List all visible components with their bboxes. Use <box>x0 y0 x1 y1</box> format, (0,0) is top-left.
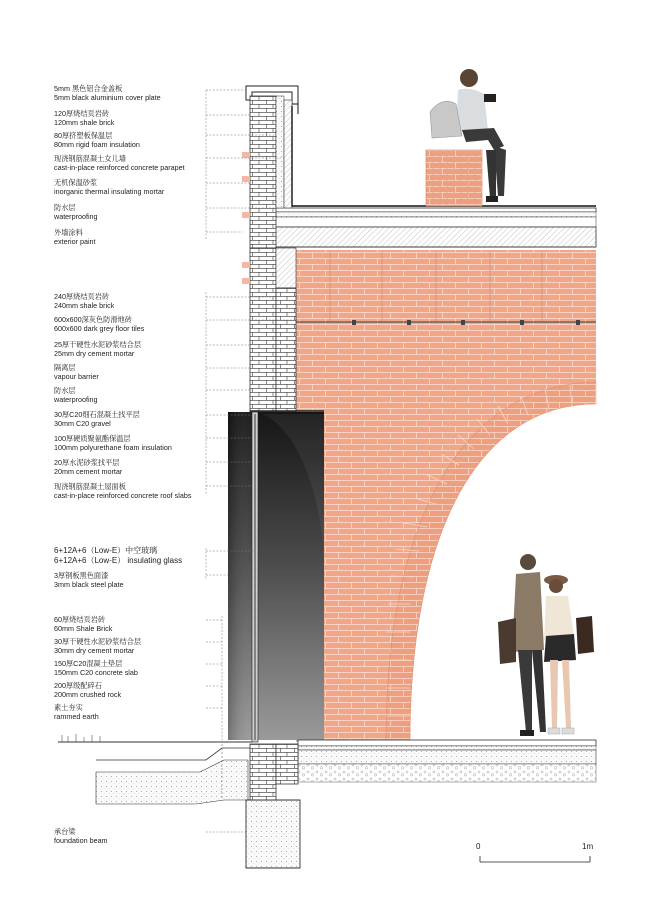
label-rammed-earth <box>54 703 99 721</box>
label-shale-brick-60 <box>54 615 112 633</box>
exterior-ground <box>96 760 248 804</box>
label-zh: 60厚烧结页岩砖 <box>54 615 106 624</box>
label-en: 25mm dry cement mortar <box>54 349 135 358</box>
label-en: 80mm rigid foam insulation <box>54 140 140 149</box>
label-zh: 20厚水泥砂浆找平层 <box>54 458 120 467</box>
label-en: exterior paint <box>54 237 96 246</box>
label-en: 200mm crushed rock <box>54 690 122 699</box>
label-waterproofing-top <box>54 203 98 221</box>
label-en: 60mm Shale Brick <box>54 624 113 633</box>
scale-start-label: 0 <box>476 842 481 851</box>
label-zh: 素土夯实 <box>54 703 83 712</box>
label-en: 3mm black steel plate <box>54 580 124 589</box>
seated-woman-figure <box>426 69 506 206</box>
label-vapour-barrier <box>54 363 99 381</box>
label-zh: 3厚钢板黑色面漆 <box>54 571 109 580</box>
label-zh: 6+12A+6（Low-E）中空玻璃 <box>54 546 158 555</box>
parapet-insulation <box>276 96 284 208</box>
inner-wall-section <box>276 248 296 288</box>
label-zh: 200厚级配碎石 <box>54 681 102 690</box>
label-en: 600x600 dark grey floor tiles <box>54 324 145 333</box>
label-dry-mortar-30 <box>54 637 141 655</box>
foundation-beam <box>246 800 300 868</box>
exterior-paint-swatches <box>242 152 250 284</box>
label-shale-brick-240 <box>54 292 114 310</box>
label-zh: 30厚C20细石混凝土找平层 <box>54 410 140 419</box>
floor-mortar-30 <box>298 746 596 750</box>
label-cover-plate <box>54 84 161 102</box>
label-en: 6+12A+6（Low-E） insulating glass <box>54 556 183 565</box>
label-parapet <box>54 154 185 172</box>
label-en: cast-in-place reinforced concrete roof slabs <box>54 491 192 500</box>
label-zh: 100厚硬质聚氨酯保温层 <box>54 434 131 443</box>
foundation-wall <box>276 744 298 784</box>
label-roof-slab <box>54 482 191 500</box>
outer-brick-leaf <box>250 248 276 412</box>
label-zh: 承台梁 <box>54 827 76 836</box>
scale-bar <box>480 856 590 862</box>
label-polyurethane <box>54 434 172 452</box>
label-steel-plate <box>54 571 124 589</box>
label-en: 240mm shale brick <box>54 301 115 310</box>
label-exterior-paint <box>54 228 96 246</box>
grass-tufts <box>62 734 100 742</box>
label-en: 30mm dry cement mortar <box>54 646 135 655</box>
label-insulating-mortar <box>54 178 164 196</box>
concrete-slab-150 <box>298 750 596 764</box>
label-zh: 5mm 黑色铝合金盖板 <box>54 84 123 93</box>
label-crushed-rock <box>54 681 121 699</box>
label-en: vapour barrier <box>54 372 99 381</box>
label-en: waterproofing <box>54 395 98 404</box>
scale-end-label: 1m <box>582 842 594 851</box>
label-concrete-slab-150 <box>54 659 138 677</box>
wall-brick-240 <box>276 288 296 412</box>
label-en: 120mm shale brick <box>54 118 115 127</box>
label-zh: 30厚干硬性水泥砂浆结合层 <box>54 637 142 646</box>
label-cement-mortar-20 <box>54 458 122 476</box>
label-foundation-beam <box>54 827 108 845</box>
label-zh: 120厚烧结页岩砖 <box>54 109 110 118</box>
upper-brick-band <box>296 250 596 324</box>
label-en: 20mm cement mortar <box>54 467 123 476</box>
label-en: 30mm C20 gravel <box>54 419 111 428</box>
coping-flashing <box>292 104 298 114</box>
label-dry-mortar-25 <box>54 340 141 358</box>
label-en: waterproofing <box>54 212 98 221</box>
label-en: cast-in-place reinforced concrete parapet <box>54 163 185 172</box>
label-en: 5mm black aluminium cover plate <box>54 93 161 102</box>
floor-brick-60 <box>298 740 596 746</box>
label-zh: 外墙涂料 <box>54 228 83 237</box>
label-zh: 无机保温砂浆 <box>54 178 98 187</box>
label-zh: 防水层 <box>54 203 76 212</box>
label-zh: 防水层 <box>54 386 76 395</box>
label-zh: 240厚烧结页岩砖 <box>54 292 110 301</box>
standing-couple-figure <box>498 554 594 736</box>
label-en: foundation beam <box>54 836 108 845</box>
label-zh: 25厚干硬性水泥砂浆结合层 <box>54 340 142 349</box>
roof-mortar-layer <box>252 212 596 217</box>
parapet-concrete <box>284 100 292 208</box>
label-shale-brick-120 <box>54 109 114 127</box>
label-en: 100mm polyurethane foam insulation <box>54 443 172 452</box>
roof-insulation-layer <box>252 217 596 227</box>
crushed-rock-200 <box>298 764 596 782</box>
label-en: 150mm C20 concrete slab <box>54 668 138 677</box>
label-rigid-foam <box>54 131 140 149</box>
label-waterproofing-mid <box>54 386 98 404</box>
label-insulating-glass <box>54 546 182 566</box>
label-zh: 80厚挤塑板保温层 <box>54 131 113 140</box>
parapet-brick <box>250 96 276 248</box>
label-en: rammed earth <box>54 712 99 721</box>
label-zh: 现浇钢筋混凝土女儿墙 <box>54 154 126 163</box>
label-zh: 现浇钢筋混凝土屋面板 <box>54 482 126 491</box>
exterior-curb <box>96 748 250 760</box>
label-en: inorganic thermal insulating mortar <box>54 187 165 196</box>
label-floor-tiles <box>54 315 144 333</box>
roof-tile-layer <box>252 208 596 212</box>
label-zh: 150厚C20混凝土垫层 <box>54 659 123 668</box>
label-c20-gravel <box>54 410 140 428</box>
label-zh: 600x600深灰色防滑地砖 <box>54 315 132 324</box>
roof-slab <box>252 227 596 247</box>
label-zh: 隔离层 <box>54 363 76 372</box>
